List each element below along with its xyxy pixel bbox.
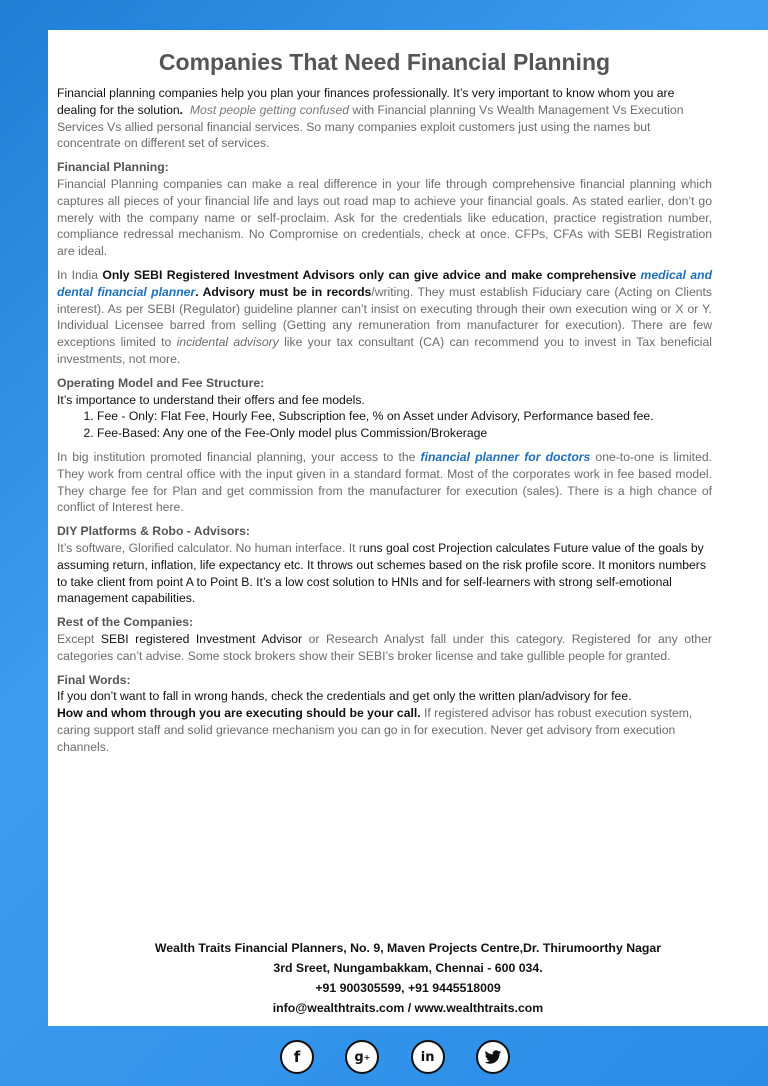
operating-model-section bbox=[57, 375, 712, 442]
rest-heading: Rest of the Companies: bbox=[57, 615, 194, 630]
diy-text: It’s software, Glorified calculator. No human interface. It r bbox=[57, 540, 363, 555]
intro-period: . bbox=[179, 102, 184, 117]
planner-for-doctors-link[interactable]: financial planner for doctors bbox=[420, 449, 591, 464]
diy-heading: DIY Platforms & Robo - Advisors: bbox=[57, 524, 250, 539]
final-section bbox=[57, 672, 712, 756]
footer-line: 3rd Sreet, Nungambakkam, Chennai - 600 034. bbox=[273, 961, 543, 975]
diy-text-2: uns goal cost Projection calculates Future value of the goals by assuming return, inflation, life expectancy etc. It throws out schemes based on the risk profile score. It monitors numbers to take client from point A to Point B. It’s a low cost solution to HNIs and for self-learners with strong self-emotional management capabilities. bbox=[57, 540, 706, 606]
footer-contact[interactable]: info@wealthtraits.com / www.wealthtraits.com bbox=[272, 1001, 544, 1015]
intro-paragraph bbox=[57, 85, 712, 152]
operating-model-heading: Operating Model and Fee Structure: bbox=[57, 375, 265, 390]
india-text-3: like your tax consultant (CA) can recommend you to invest in Tax beneficial investments, not more. bbox=[57, 335, 712, 366]
facebook-icon[interactable]: f bbox=[280, 1040, 314, 1074]
india-bold: Only SEBI Registered Investment Advisors only can give advice and make comprehensive bbox=[102, 267, 637, 282]
india-bold-2: . Advisory must be in records bbox=[195, 284, 372, 299]
rest-section bbox=[57, 614, 712, 664]
twitter-icon[interactable] bbox=[476, 1040, 510, 1074]
big-text-2: one-to-one is limited. They work from central office with the input given in a standard format. Most of the corporates work in fee based model. They charge fee for Plan and get commission from the manufacturer for execution (sales). There is a high chance of conflict of Interest here. bbox=[57, 449, 713, 515]
social-links bbox=[280, 1040, 510, 1076]
page-title: Companies That Need Financial Planning bbox=[158, 49, 611, 75]
document-body bbox=[57, 48, 712, 762]
fee-list bbox=[57, 408, 712, 442]
intro-text-2: with Financial planning Vs Wealth Management Vs Execution Services Vs allied personal financial services. So many companies exploit customers just using the names but concentrate on different set of services. bbox=[57, 102, 684, 151]
footer-address bbox=[48, 938, 768, 1018]
rest-text: Except bbox=[57, 631, 101, 646]
linkedin-icon[interactable]: in bbox=[411, 1040, 445, 1074]
india-text: In India bbox=[57, 267, 103, 282]
intro-italic: Most people getting confused bbox=[189, 102, 350, 117]
rest-highlight: SEBI registered Investment Advisor bbox=[100, 631, 303, 646]
intro-text: Financial planning companies help you plan your finances professionally. It’s very important to know whom you are dealing for the solution bbox=[57, 86, 675, 117]
operating-model-line: It’s importance to understand their offers and fee models. bbox=[57, 392, 365, 407]
financial-planning-section bbox=[57, 159, 712, 260]
financial-planning-body: Financial Planning companies can make a real difference in your life through comprehensive financial planning which captures all pieces of your financial life and lays out road map to achieve your financial goals. As stated earlier, don’t go merely with the company name or self-proclaim. Ask for the credentials like education, practice registration number, compliance redressal mechanism. No Compromise on credentials, check at once. CFPs, CFAs with SEBI Registration are ideal. bbox=[57, 176, 712, 259]
diy-section bbox=[57, 523, 712, 607]
india-text-2: /writing. They must establish Fiduciary care (Acting on Clients interest). As per SEBI (Regulator) guideline planner can’t insist on executing through their own execution wing or X or Y. Individual Licensee barred from selling (Getting any remuneration from manufacturer for execution). There are few exceptions limited to bbox=[57, 284, 712, 350]
medical-dental-planner-link[interactable]: medical and dental financial planner bbox=[57, 267, 713, 299]
list-item: 2. Fee-Based: Any one of the Fee-Only model plus Commission/Brokerage bbox=[97, 425, 712, 442]
google-plus-icon[interactable]: g + bbox=[345, 1040, 379, 1074]
big-text: In big institution promoted financial planning, your access to the bbox=[57, 449, 421, 464]
india-paragraph bbox=[57, 267, 712, 368]
final-text: If you don’t want to fall in wrong hands, check the credentials and get only the written plan/advisory for fee. bbox=[57, 689, 632, 704]
footer-phone: +91 900305599, +91 9445518009 bbox=[315, 981, 501, 995]
final-bold: How and whom through you are executing should be your call. bbox=[57, 706, 421, 721]
financial-planning-heading: Financial Planning: bbox=[57, 160, 169, 175]
rest-text-2: or Research Analyst fall under this category. Registered for any other categories can’t advise. Some stock brokers show their SEBI’s broker license and take gullible people for granted. bbox=[57, 631, 712, 663]
final-text-2: If registered advisor has robust execution system, caring support staff and solid grievance mechanism you can go in for execution. Never get advisory from execution channels. bbox=[57, 706, 693, 754]
final-heading: Final Words: bbox=[57, 672, 131, 687]
india-italic: incidental advisory bbox=[176, 335, 279, 350]
footer-line: Wealth Traits Financial Planners, No. 9, Maven Projects Centre,Dr. Thirumoorthy Nagar bbox=[154, 941, 662, 955]
big-institution-paragraph bbox=[57, 449, 712, 516]
list-item: 1. Fee - Only: Flat Fee, Hourly Fee, Subscription fee, % on Asset under Advisory, Performance based fee. bbox=[97, 408, 712, 425]
